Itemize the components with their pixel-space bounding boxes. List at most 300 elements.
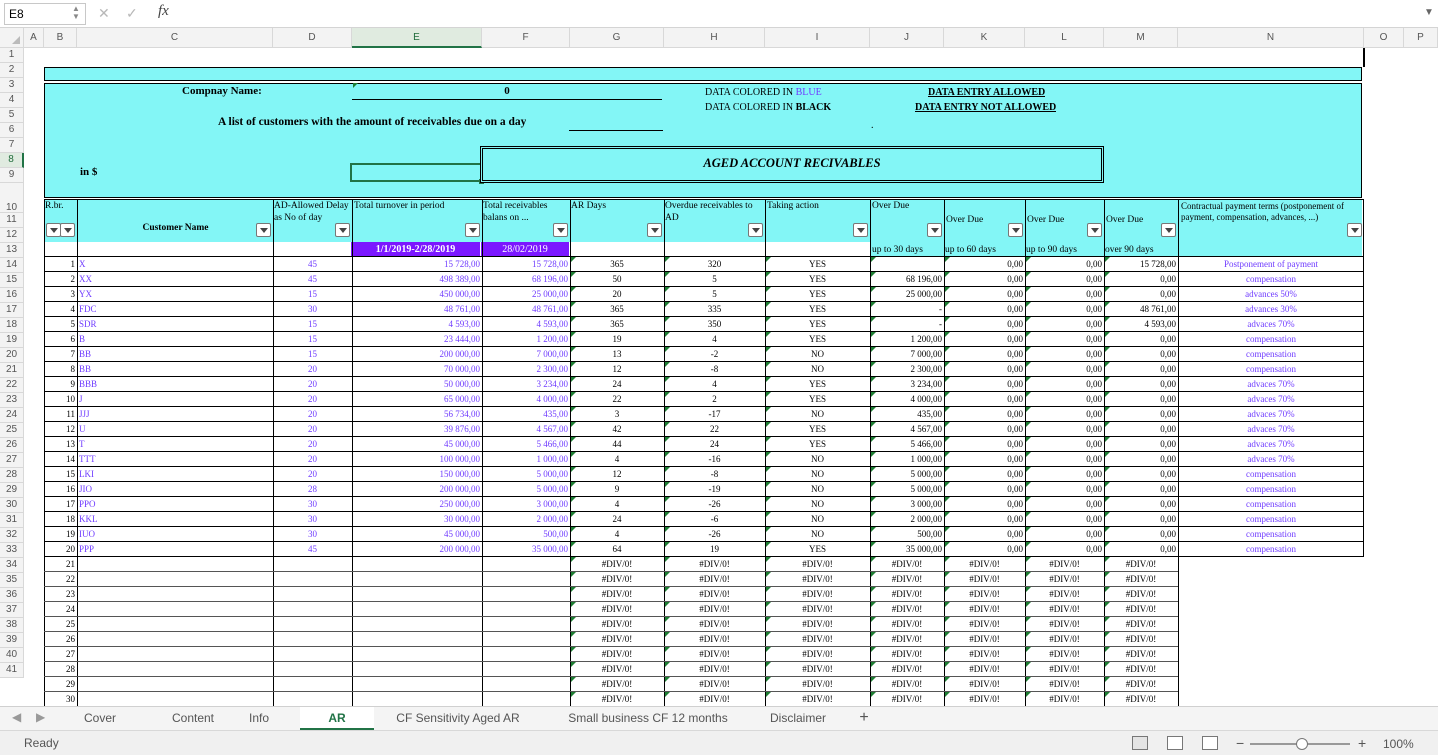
table-row[interactable] <box>24 497 1364 512</box>
row-header-22[interactable]: 22 <box>0 378 24 393</box>
table-cell[interactable]: compensation <box>1246 529 1296 539</box>
table-cell: 2 300,00 <box>910 364 942 374</box>
table-cell[interactable]: advaces 70% <box>1247 394 1295 404</box>
column-header-j[interactable]: J <box>870 28 944 48</box>
table-cell[interactable]: 30 <box>308 499 317 509</box>
row-header-15[interactable]: 15 <box>0 273 24 288</box>
table-cell: 24 <box>66 604 75 614</box>
div-error-cell: #DIV/0! <box>1125 559 1157 569</box>
table-cell[interactable]: 1 200,00 <box>536 334 568 344</box>
formula-flag <box>945 692 950 697</box>
column-header-k[interactable]: K <box>944 28 1025 48</box>
table-row[interactable] <box>24 347 1364 362</box>
table-cell[interactable]: X <box>79 259 86 269</box>
table-cell[interactable]: 20 <box>308 364 317 374</box>
table-cell[interactable]: 1 000,00 <box>536 454 568 464</box>
table-cell[interactable]: advaces 70% <box>1247 319 1295 329</box>
table-cell[interactable]: advaces 70% <box>1247 409 1295 419</box>
row-header-14[interactable]: 14 <box>0 258 24 273</box>
table-cell[interactable]: 23 444,00 <box>444 334 480 344</box>
table-row[interactable] <box>24 377 1364 392</box>
table-cell[interactable]: 15 <box>308 319 317 329</box>
table-cell[interactable]: J <box>79 394 83 404</box>
table-cell[interactable]: XX <box>79 274 92 284</box>
row-header-11[interactable]: 11 <box>0 213 24 228</box>
table-cell[interactable]: 4 000,00 <box>536 394 568 404</box>
table-cell[interactable]: YX <box>79 289 92 299</box>
div-error-cell: #DIV/0! <box>891 649 923 659</box>
row-header-37[interactable]: 37 <box>0 603 24 618</box>
table-row[interactable] <box>24 542 1364 557</box>
row-header-4[interactable]: 4 <box>0 93 24 108</box>
table-row[interactable] <box>24 692 1364 706</box>
row-header-23[interactable]: 23 <box>0 393 24 408</box>
table-cell[interactable]: 4 567,00 <box>536 424 568 434</box>
table-cell[interactable]: 500,00 <box>543 529 568 539</box>
column-border <box>482 199 483 706</box>
table-row[interactable] <box>24 527 1364 542</box>
filter-dropdown-icon[interactable] <box>748 223 763 237</box>
selected-cell-e8[interactable] <box>350 163 482 182</box>
zoom-in-button[interactable]: + <box>1358 735 1367 751</box>
table-cell[interactable]: IUO <box>79 529 95 539</box>
table-cell[interactable]: 15 <box>308 289 317 299</box>
table-cell[interactable]: 200 000,00 <box>439 484 480 494</box>
table-cell[interactable]: 4 593,00 <box>536 319 568 329</box>
row-header-21[interactable]: 21 <box>0 363 24 378</box>
row-border <box>44 286 1364 287</box>
formula-flag <box>1026 617 1031 622</box>
tab-small-business-cf-12-months[interactable]: Small business CF 12 months <box>568 711 728 725</box>
table-cell: -16 <box>708 454 721 464</box>
table-cell[interactable]: BB <box>79 349 92 359</box>
table-cell[interactable]: 3 234,00 <box>536 379 568 389</box>
table-row[interactable] <box>24 422 1364 437</box>
table-cell[interactable]: 20 <box>308 424 317 434</box>
table-cell[interactable]: 435,00 <box>543 409 568 419</box>
table-row[interactable] <box>24 662 1364 677</box>
table-cell[interactable]: 45 <box>308 544 317 554</box>
select-all-button[interactable] <box>0 28 24 48</box>
zoom-slider-thumb[interactable] <box>1296 738 1308 750</box>
row-header-17[interactable]: 17 <box>0 303 24 318</box>
column-header-d[interactable]: D <box>273 28 352 48</box>
filter-dropdown-icon[interactable] <box>335 223 350 237</box>
formula-flag <box>1026 407 1031 412</box>
name-box-arrows-icon[interactable]: ▲ ▼ <box>72 4 80 21</box>
tab-info[interactable]: Info <box>248 711 269 725</box>
column-border <box>1025 199 1026 706</box>
table-cell: 0,00 <box>1007 529 1023 539</box>
table-row[interactable] <box>24 257 1364 272</box>
formula-flag <box>766 302 771 307</box>
formula-flag <box>871 677 876 682</box>
table-cell: 21 <box>66 559 75 569</box>
table-row[interactable] <box>24 632 1364 647</box>
row-header-29[interactable]: 29 <box>0 483 24 498</box>
column-header-l[interactable]: L <box>1025 28 1104 48</box>
table-row[interactable] <box>24 647 1364 662</box>
formula-flag <box>945 347 950 352</box>
page-break-icon[interactable] <box>1202 736 1218 750</box>
table-cell: 35 000,00 <box>906 544 942 554</box>
formula-flag <box>871 572 876 577</box>
formula-flag <box>1105 257 1110 262</box>
cancel-icon[interactable]: ✕ <box>98 5 110 21</box>
row-header-35[interactable]: 35 <box>0 573 24 588</box>
formula-flag <box>871 407 876 412</box>
table-cell[interactable]: JJJ <box>79 409 90 419</box>
table-cell[interactable]: 4 593,00 <box>448 319 480 329</box>
table-cell[interactable]: advaces 70% <box>1247 379 1295 389</box>
filter-dropdown-icon[interactable] <box>1008 223 1023 237</box>
table-cell[interactable]: BBB <box>79 379 98 389</box>
column-header-i[interactable]: I <box>765 28 870 48</box>
column-border <box>664 199 665 706</box>
tab-ar[interactable]: AR <box>300 707 374 730</box>
table-row[interactable] <box>24 362 1364 377</box>
table-cell: 19 <box>710 544 719 554</box>
table-cell[interactable]: 5 000,00 <box>536 484 568 494</box>
table-cell: YES <box>808 334 826 344</box>
table-row[interactable] <box>24 272 1364 287</box>
formula-flag <box>571 632 576 637</box>
formula-flag <box>766 587 771 592</box>
row-header-26[interactable]: 26 <box>0 438 24 453</box>
table-cell[interactable]: 200 000,00 <box>439 544 480 554</box>
table-row[interactable] <box>24 317 1364 332</box>
row-header-34[interactable]: 34 <box>0 558 24 573</box>
table-cell[interactable]: JIO <box>79 484 92 494</box>
company-value[interactable]: 0 <box>352 84 662 100</box>
table-cell[interactable]: compensation <box>1246 274 1296 284</box>
filter-dropdown-icon[interactable] <box>1087 223 1102 237</box>
tab-disclaimer[interactable]: Disclaimer <box>769 711 826 725</box>
table-row[interactable] <box>24 602 1364 617</box>
table-cell[interactable]: advaces 70% <box>1247 454 1295 464</box>
column-header-g[interactable]: G <box>570 28 664 48</box>
formula-flag <box>1026 437 1031 442</box>
row-border <box>44 496 1364 497</box>
table-cell[interactable]: 2 300,00 <box>536 364 568 374</box>
table-cell[interactable]: 450 000,00 <box>439 289 480 299</box>
table-cell[interactable]: 56 734,00 <box>444 409 480 419</box>
row-header-40[interactable]: 40 <box>0 648 24 663</box>
table-cell[interactable]: 65 000,00 <box>444 394 480 404</box>
row-header-1[interactable]: 1 <box>0 48 24 63</box>
filter-dropdown-icon[interactable] <box>927 223 942 237</box>
table-cell[interactable]: 30 000,00 <box>444 514 480 524</box>
table-cell[interactable]: 68 196,00 <box>532 274 568 284</box>
table-cell[interactable]: TTT <box>79 454 96 464</box>
formula-flag <box>1026 422 1031 427</box>
table-cell[interactable]: PPP <box>79 544 95 554</box>
table-cell[interactable]: 30 <box>308 304 317 314</box>
table-cell[interactable]: 45 <box>308 274 317 284</box>
tab-cf-sensitivity-aged-ar[interactable]: CF Sensitivity Aged AR <box>396 711 520 725</box>
table-cell[interactable]: 50 000,00 <box>444 379 480 389</box>
formula-flag <box>871 617 876 622</box>
zoom-level[interactable]: 100% <box>1383 737 1414 751</box>
table-cell[interactable]: 3 000,00 <box>536 499 568 509</box>
formula-flag <box>766 422 771 427</box>
div-error-cell: #DIV/0! <box>969 589 1000 599</box>
table-cell[interactable]: FDC <box>79 304 97 314</box>
table-cell[interactable]: 20 <box>308 439 317 449</box>
table-cell[interactable]: compensation <box>1246 514 1296 524</box>
table-cell[interactable]: U <box>79 424 86 434</box>
page-layout-icon[interactable] <box>1167 736 1183 750</box>
date-cell[interactable]: 28/02/2019 <box>481 242 569 257</box>
cell-grid[interactable] <box>24 48 1438 706</box>
table-cell[interactable]: 70 000,00 <box>444 364 480 374</box>
formula-flag <box>1026 332 1031 337</box>
filter-dropdown-icon[interactable] <box>60 223 75 237</box>
table-cell[interactable]: 45 000,00 <box>444 529 480 539</box>
filter-dropdown-icon[interactable] <box>1161 223 1176 237</box>
column-header-a[interactable]: A <box>24 28 44 48</box>
row-header-8[interactable]: 8 <box>0 153 24 168</box>
table-cell: 4 <box>614 454 620 464</box>
table-row[interactable] <box>24 407 1364 422</box>
row-header-2[interactable]: 2 <box>0 63 24 78</box>
table-cell: 500,00 <box>917 529 942 539</box>
div-error-cell: #DIV/0! <box>699 694 730 704</box>
table-cell: 0,00 <box>1160 469 1176 479</box>
formula-flag <box>945 392 950 397</box>
table-cell: YES <box>808 394 826 404</box>
table-cell[interactable]: 200 000,00 <box>439 349 480 359</box>
table-cell: 0,00 <box>1086 424 1102 434</box>
filter-dropdown-icon[interactable] <box>553 223 568 237</box>
table-row[interactable] <box>24 677 1364 692</box>
table-cell[interactable]: 25 000,00 <box>532 289 568 299</box>
row-header-6[interactable]: 6 <box>0 123 24 138</box>
formula-flag <box>1105 572 1110 577</box>
table-cell[interactable]: B <box>79 334 86 344</box>
table-cell[interactable]: 498 389,00 <box>439 274 480 284</box>
div-error-cell: #DIV/0! <box>601 649 633 659</box>
div-error-cell: #DIV/0! <box>601 619 633 629</box>
table-cell[interactable]: advances 30% <box>1245 304 1297 314</box>
normal-view-icon[interactable] <box>1132 736 1148 750</box>
period-cell[interactable]: 1/1/2019-2/28/2019 <box>351 242 480 257</box>
column-header-e[interactable]: E <box>352 28 482 48</box>
formula-flag <box>871 692 876 697</box>
table-cell[interactable]: 20 <box>308 394 317 404</box>
table-cell: 30 <box>66 694 75 704</box>
formula-flag <box>1026 647 1031 652</box>
formula-flag <box>766 527 771 532</box>
table-cell[interactable]: 48 761,00 <box>444 304 480 314</box>
formula-flag <box>1105 437 1110 442</box>
table-cell[interactable]: KKL <box>79 514 98 524</box>
table-cell[interactable]: 20 <box>308 469 317 479</box>
row-header-27[interactable]: 27 <box>0 453 24 468</box>
row-header-31[interactable]: 31 <box>0 513 24 528</box>
table-cell[interactable]: BB <box>79 364 92 374</box>
chevron-down-icon[interactable]: ▼ <box>1424 7 1434 18</box>
table-cell: 13 <box>612 349 622 359</box>
table-cell[interactable]: compensation <box>1246 364 1296 374</box>
table-cell[interactable]: 20 <box>308 409 317 419</box>
table-cell[interactable]: 15 728,00 <box>444 259 480 269</box>
row-header-5[interactable]: 5 <box>0 108 24 123</box>
table-row[interactable] <box>24 557 1364 572</box>
table-cell[interactable]: 5 000,00 <box>536 469 568 479</box>
table-row[interactable] <box>24 392 1364 407</box>
insert-function-icon[interactable]: fx <box>158 3 169 19</box>
table-cell[interactable]: 2 000,00 <box>536 514 568 524</box>
add-sheet-button[interactable]: + <box>859 709 869 726</box>
table-cell[interactable]: advances 50% <box>1245 289 1297 299</box>
row-header-28[interactable]: 28 <box>0 468 24 483</box>
confirm-icon[interactable]: ✓ <box>126 5 138 21</box>
table-cell[interactable]: 45 <box>308 259 317 269</box>
table-cell[interactable]: 28 <box>308 484 317 494</box>
filter-dropdown-icon[interactable] <box>647 223 662 237</box>
table-row[interactable] <box>24 482 1364 497</box>
formula-flag <box>766 512 771 517</box>
filter-dropdown-icon[interactable] <box>853 223 868 237</box>
row-header-13[interactable]: 13 <box>0 243 24 258</box>
name-box[interactable]: E8 <box>4 3 86 25</box>
row-header-30[interactable]: 30 <box>0 498 24 513</box>
table-row[interactable] <box>24 617 1364 632</box>
table-row[interactable] <box>24 287 1364 302</box>
row-header-25[interactable]: 25 <box>0 423 24 438</box>
table-cell[interactable]: 20 <box>308 379 317 389</box>
row-header-39[interactable]: 39 <box>0 633 24 648</box>
table-cell[interactable]: compensation <box>1246 349 1296 359</box>
table-cell[interactable]: advaces 70% <box>1247 439 1295 449</box>
tab-content[interactable]: Content <box>171 711 215 725</box>
table-cell[interactable]: 15 <box>308 349 317 359</box>
formula-flag <box>1026 692 1031 697</box>
tab-cover[interactable]: Cover <box>83 711 116 725</box>
table-cell: 0,00 <box>1086 349 1102 359</box>
row-header-33[interactable]: 33 <box>0 543 24 558</box>
table-cell: 22 <box>66 574 75 584</box>
table-cell[interactable]: 30 <box>308 529 317 539</box>
div-error-cell: #DIV/0! <box>699 574 730 584</box>
row-header-32[interactable]: 32 <box>0 528 24 543</box>
table-cell[interactable]: SDR <box>79 319 97 329</box>
formula-flag <box>1105 467 1110 472</box>
table-cell[interactable]: 7 000,00 <box>536 349 568 359</box>
row-border <box>44 571 1178 572</box>
table-cell: 14 <box>66 454 75 464</box>
table-cell[interactable]: 35 000,00 <box>532 544 568 554</box>
row-header-18[interactable]: 18 <box>0 318 24 333</box>
table-cell[interactable]: 15 <box>308 334 317 344</box>
table-row[interactable] <box>24 332 1364 347</box>
table-cell[interactable]: compensation <box>1246 484 1296 494</box>
table-row[interactable] <box>24 302 1364 317</box>
row-header-38[interactable]: 38 <box>0 618 24 633</box>
column-header-p[interactable]: P <box>1404 28 1438 48</box>
table-cell: 1 200,00 <box>910 334 942 344</box>
row-header-24[interactable]: 24 <box>0 408 24 423</box>
column-header-n[interactable]: N <box>1178 28 1364 48</box>
row-header-12[interactable]: 12 <box>0 228 24 243</box>
table-cell[interactable]: advaces 70% <box>1247 424 1295 434</box>
zoom-out-button[interactable]: − <box>1236 735 1245 751</box>
formula-flag <box>571 587 576 592</box>
row-header-7[interactable]: 7 <box>0 138 24 153</box>
row-header-19[interactable]: 19 <box>0 333 24 348</box>
formula-flag <box>571 377 576 382</box>
table-row[interactable] <box>24 587 1364 602</box>
filter-dropdown-icon[interactable] <box>1347 223 1362 237</box>
table-row[interactable] <box>24 452 1364 467</box>
row-header-20[interactable]: 20 <box>0 348 24 363</box>
table-cell[interactable]: 250 000,00 <box>439 499 480 509</box>
table-cell[interactable]: LKI <box>79 469 94 479</box>
column-header-f[interactable]: F <box>482 28 570 48</box>
table-cell[interactable]: 15 728,00 <box>532 259 568 269</box>
table-cell[interactable]: compensation <box>1246 499 1296 509</box>
tab-next-icon[interactable]: ▶ <box>36 710 46 724</box>
row-header-16[interactable]: 16 <box>0 288 24 303</box>
table-cell[interactable]: 150 000,00 <box>439 469 480 479</box>
table-cell[interactable]: 48 761,00 <box>532 304 568 314</box>
filter-dropdown-icon[interactable] <box>46 223 61 237</box>
filter-dropdown-icon[interactable] <box>465 223 480 237</box>
column-header-o[interactable]: O <box>1364 28 1404 48</box>
table-cell[interactable]: 45 000,00 <box>444 439 480 449</box>
table-cell[interactable]: compensation <box>1246 469 1296 479</box>
row-header-10[interactable]: 10 <box>0 183 24 213</box>
formula-flag <box>665 407 670 412</box>
column-header-c[interactable]: C <box>77 28 273 48</box>
table-cell[interactable]: 100 000,00 <box>439 454 480 464</box>
column-header-m[interactable]: M <box>1104 28 1178 48</box>
row-header-36[interactable]: 36 <box>0 588 24 603</box>
table-row[interactable] <box>24 512 1364 527</box>
row-header-3[interactable]: 3 <box>0 78 24 93</box>
formula-flag <box>571 662 576 667</box>
table-cell[interactable]: Postponement of payment <box>1224 259 1318 269</box>
table-cell[interactable]: compensation <box>1246 334 1296 344</box>
table-cell[interactable]: T <box>79 439 85 449</box>
column-header-h[interactable]: H <box>664 28 765 48</box>
table-cell[interactable]: 39 876,00 <box>444 424 480 434</box>
table-cell[interactable]: PPO <box>79 499 96 509</box>
table-cell[interactable]: 20 <box>308 454 317 464</box>
row-header-41[interactable]: 41 <box>0 663 24 678</box>
table-cell[interactable]: compensation <box>1246 544 1296 554</box>
table-cell: -26 <box>708 529 721 539</box>
table-row[interactable] <box>24 467 1364 482</box>
table-cell: NO <box>811 349 824 359</box>
row-header-9[interactable]: 9 <box>0 168 24 183</box>
table-cell[interactable]: 30 <box>308 514 317 524</box>
table-cell[interactable]: 5 466,00 <box>536 439 568 449</box>
tab-prev-icon[interactable]: ◀ <box>12 710 22 724</box>
filter-dropdown-icon[interactable] <box>256 223 271 237</box>
formula-flag <box>1026 662 1031 667</box>
row-border <box>44 646 1178 647</box>
table-row[interactable] <box>24 572 1364 587</box>
div-error-cell: #DIV/0! <box>601 574 633 584</box>
table-row[interactable] <box>24 437 1364 452</box>
worksheet <box>0 28 1438 706</box>
div-error-cell: #DIV/0! <box>1125 574 1157 584</box>
div-error-cell: #DIV/0! <box>891 679 923 689</box>
formula-input[interactable] <box>184 3 1420 25</box>
column-header-b[interactable]: B <box>44 28 77 48</box>
